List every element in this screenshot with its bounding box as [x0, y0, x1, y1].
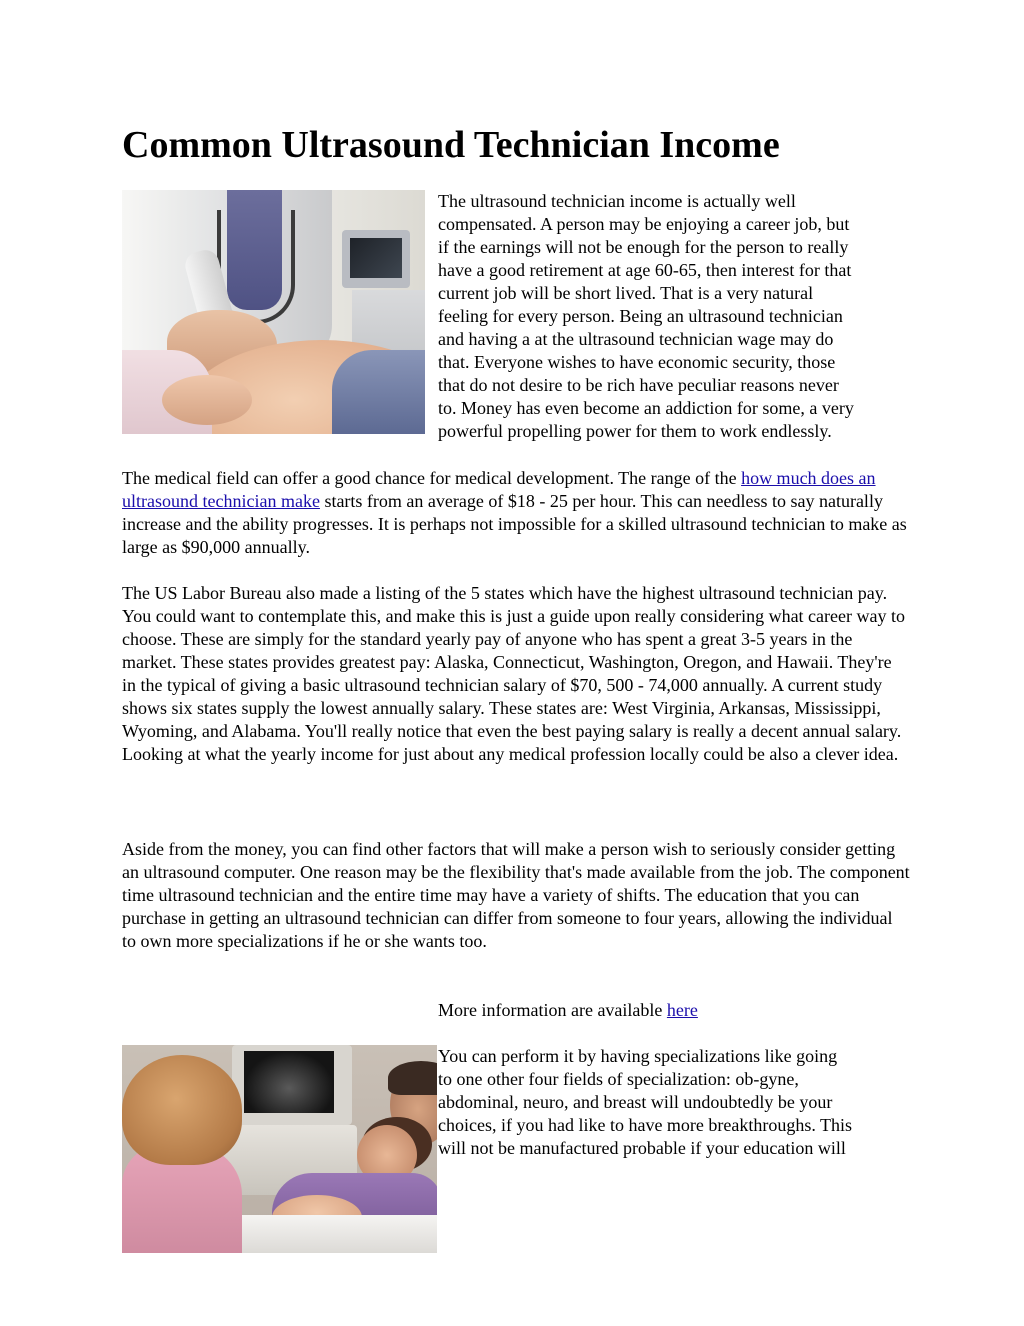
intro-line: that. Everyone wishes to have economic security, those	[438, 352, 836, 372]
here-link[interactable]: here	[666, 1000, 698, 1020]
how-much-link[interactable]: how much does an ultrasound technician make	[122, 468, 876, 511]
final-line: You can perform it by having specializations like going	[438, 1046, 838, 1066]
final-paragraph	[438, 1045, 906, 1160]
final-line: choices, if you had like to have more breakthroughs. This	[438, 1115, 853, 1135]
intro-line: and having a at the ultrasound technician wage may do	[438, 329, 834, 349]
paragraph-other-factors: Aside from the money, you can find other factors that will make a person wish to seriously consider getting an ultrasound computer. One reason may be the flexibility that's made available from the job. The component time ultrasound technician and the entire time may have a variety of shifts. The education that you can purchase in getting an ultrasound technician can differ from someone to four years, allowing the individual to own more specializations if he or she wants too.	[122, 839, 910, 951]
final-line: to one other four fields of specialization: ob-gyne,	[438, 1069, 799, 1089]
intro-line: current job will be short lived. That is a very natural	[438, 283, 814, 303]
paragraph-hourly-pay	[122, 467, 910, 559]
final-line: abdominal, neuro, and breast will undoubtedly be your	[438, 1092, 833, 1112]
intro-line: The ultrasound technician income is actually well	[438, 191, 796, 211]
paragraph-text: The medical field can offer a good chance for medical development. The range of the	[122, 468, 742, 488]
intro-line: have a good retirement at age 60-65, then interest for that	[438, 260, 852, 280]
couple-ultrasound-photo	[122, 1045, 437, 1253]
paragraph-text: starts from an average of $18 - 25 per hour. This can needless to say naturally increase and the ability progresses. It is perhaps not impossible for a skilled ultrasound technician to make as large as $90,000 annually.	[122, 491, 907, 557]
intro-line: if the earnings will not be enough for the person to really	[438, 237, 849, 257]
intro-paragraph	[438, 190, 906, 443]
more-info-line	[438, 999, 906, 1022]
doctor-ultrasound-photo	[122, 190, 425, 434]
final-line: will not be manufactured probable if your education will	[438, 1138, 846, 1158]
intro-line: compensated. A person may be enjoying a career job, but	[438, 214, 850, 234]
paragraph-state-pay: The US Labor Bureau also made a listing of the 5 states which have the highest ultrasound technician pay. You could want to contemplate this, and make this is just a guide upon really considering what career way to choose. These are simply for the standard yearly pay of anyone who has spent a great 3-5 years in the market. These states provides greatest pay: Alaska, Connecticut, Washington, Oregon, and Hawaii. They're in the typical of giving a basic ultrasound technician salary of $70, 500 - 74,000 annually. A current study shows six states supply the lowest annually salary. These states are: West Virginia, Arkansas, Mississippi, Wyoming, and Alabama. You'll really notice that even the best paying salary is really a decent annual salary. Looking at what the yearly income for just about any medical profession locally could be also a clever idea.	[122, 583, 905, 764]
intro-line: feeling for every person. Being an ultrasound technician	[438, 306, 843, 326]
more-info-text: More information are available	[438, 1000, 667, 1020]
intro-line: that do not desire to be rich have peculiar reasons never	[438, 375, 839, 395]
intro-line: powerful propelling power for them to work endlessly.	[438, 421, 832, 441]
intro-line: to. Money has even become an addiction for some, a very	[438, 398, 854, 418]
page-title: Common Ultrasound Technician Income	[122, 124, 780, 166]
